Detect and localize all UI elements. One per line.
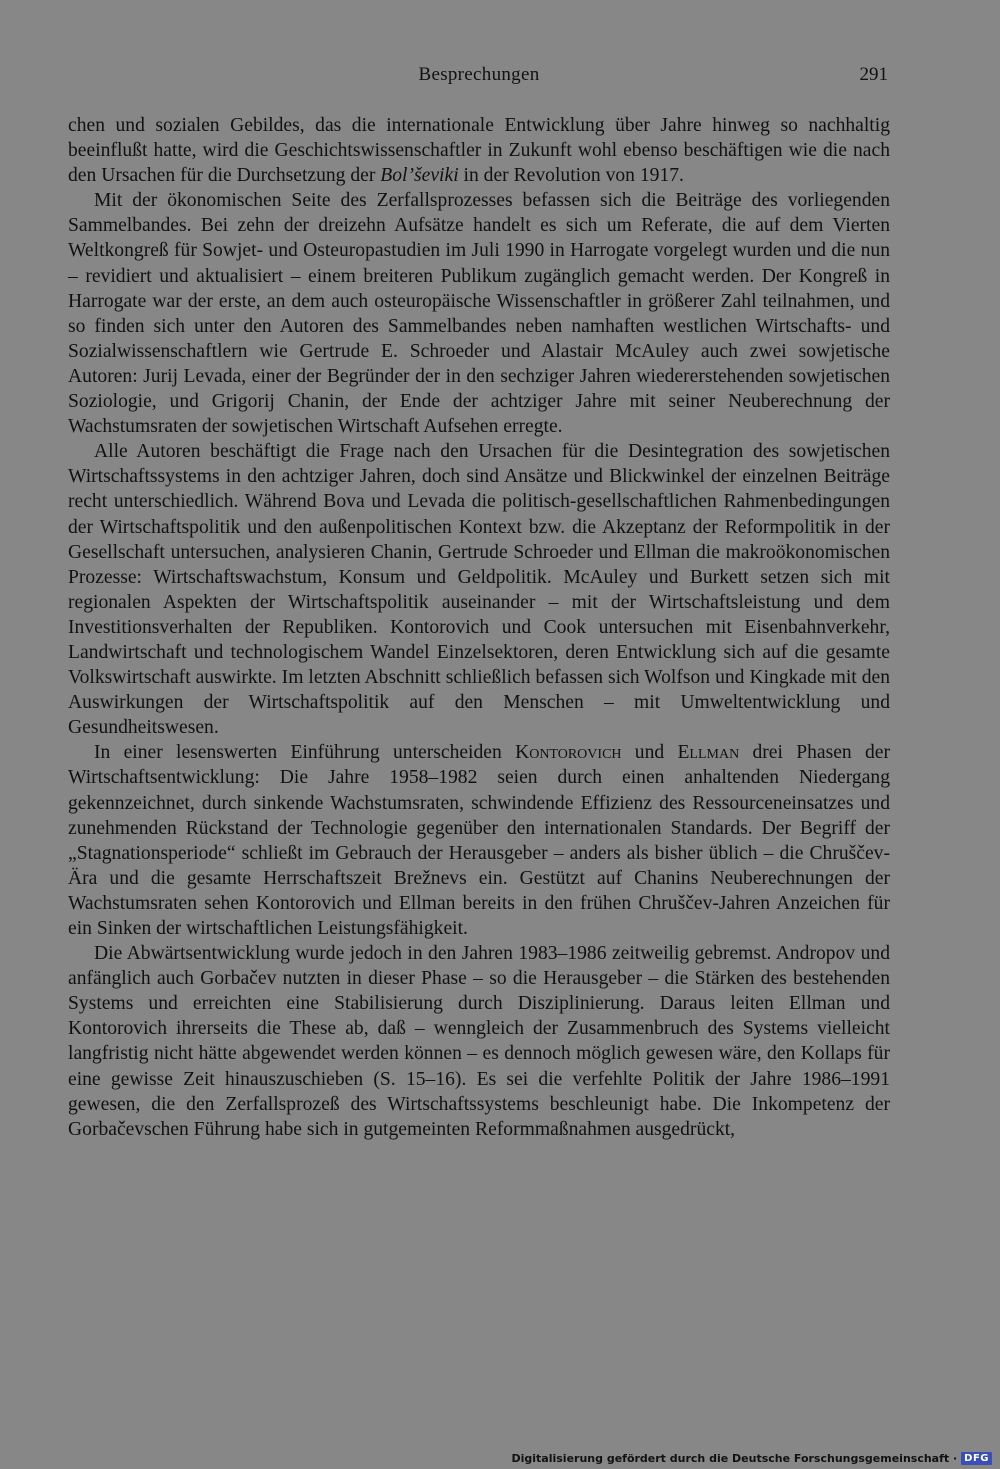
paragraph-1-text: chen und sozialen Gebildes, das die internationale Entwicklung über Jahre hinweg so nachhaltig beeinflußt hatte, wird die Geschichtswissenschaftler in Zukunft wohl ebenso beschäftigen wie die nach den Ursachen für die Durchsetzung der <box>68 115 890 187</box>
italic-term: Bol’ševiki <box>380 165 459 187</box>
author-name-smallcaps: Ellman <box>677 742 740 764</box>
author-name-smallcaps: Kontorovich <box>515 742 622 764</box>
footer-text: Digitalisierung gefördert durch die Deutsche Forschungsgemeinschaft · <box>511 1452 958 1465</box>
digitization-footer <box>511 1452 992 1465</box>
conjunction: und <box>621 742 678 764</box>
paragraph-5: Die Abwärtsentwicklung wurde jedoch in den Jahren 1983–1986 zeitweilig gebremst. Andropov und anfänglich auch Gorbačev nutzten in dieser Phase – so die Herausgeber – die Stärken des bestehenden Systems und erreichten eine Stabilisierung durch Disziplinierung. Daraus leiten Ellman und Kontorovich ihrerseits die These ab, daß – wenngleich der Zusammenbruch des Systems vielleicht langfristig nicht hätte abgewendet werden können – es dennoch möglich gewesen wäre, den Kollaps für eine gewisse Zeit hinauszuschieben (S. 15–16). Es sei die verfehlte Politik der Jahre 1986–1991 gewesen, die den Zerfallsprozeß des Wirtschaftssystems beschleunigt habe. Die Inkompetenz der Gorbačevschen Führung habe sich in gutgemeinten Reformmaßnahmen ausgedrückt, <box>68 943 890 1140</box>
running-head <box>70 64 888 94</box>
paragraph-4-lead: In einer lesenswerten Einführung unterscheiden <box>94 742 516 764</box>
running-title: Besprechungen <box>418 64 540 85</box>
body-text <box>68 113 890 1142</box>
paragraph-4 <box>68 740 890 941</box>
paragraph-3: Alle Autoren beschäftigt die Frage nach den Ursachen für die Desintegration des sowjetischen Wirtschaftssystems in den achtziger Jahren, doch sind Ansätze und Blickwinkel der einzelnen Beiträge recht unterschiedlich. Während Bova und Levada die politisch-gesellschaftlichen Rahmenbedingungen der Wirtschaftspolitik und den außenpolitischen Kontext bzw. die Akzeptanz der Reformpolitik in der Gesellschaft untersuchen, analysieren Chanin, Gertrude Schroeder und Ellman die makroökonomischen Prozesse: Wirtschaftswachstum, Konsum und Geldpolitik. McAuley und Burkett setzen sich mit regionalen Aspekten der Wirtschaftspolitik auseinander – mit der Wirtschaftsleistung und dem Investitionsverhalten der Republiken. Kontorovich und Cook untersuchen mit Eisenbahnverkehr, Landwirtschaft und technologischem Wandel Einzelsektoren, deren Entwicklung sich auf die gesamte Volkswirtschaft auswirkte. Im letzten Abschnitt schließlich befassen sich Wolfson und Kingkade mit den Auswirkungen der Wirtschaftspolitik auf den Menschen – mit Umweltentwicklung und Gesundheitswesen. <box>68 441 890 739</box>
paragraph-2: Mit der ökonomischen Seite des Zerfallsprozesses befassen sich die Beiträge des vorliegenden Sammelbandes. Bei zehn der dreizehn Aufsätze handelt es sich um Referate, die auf dem Vierten Weltkongreß für Sowjet- und Osteuropastudien im Juli 1990 in Harrogate vorgelegt wurden und die nun – revidiert und aktualisiert – einem breiteren Publikum zugänglich gemacht werden. Der Kongreß in Harrogate war der erste, an dem auch osteuropäische Wissenschaftler in größerer Zahl teilnahmen, und so finden sich unter den Autoren des Sammelbandes neben namhaften westlichen Wirtschafts- und Sozialwissenschaftlern wie Gertrude E. Schroeder und Alastair McAuley auch zwei sowjetische Autoren: Jurij Levada, einer der Begründer der in den sechziger Jahren wiedererstehenden sowjetischen Soziologie, und Grigorij Chanin, der Ende der achtziger Jahre mit seiner Neuberechnung der Wachstumsraten der sowjetischen Wirtschaft Aufsehen erregte. <box>68 190 890 438</box>
page-number: 291 <box>859 64 888 85</box>
paragraph-4-text: Phasen der Wirtschaftsentwicklung: Die Jahre 1958–1982 seien durch einen anhaltenden Niedergang gekennzeichnet, durch sinkende Wachstumsraten, schwindende Effizienz des Ressourceneinsatzes und zunehmenden Rückstand der Technologie gegenüber den internationalen Standards. Der Begriff der „Stagnationsperiode“ schließt im Gebrauch der Herausgeber – anders als bisher üblich – die Chruščev-Ära und die gesamte Herrschaftszeit Brežnevs ein. Gestützt auf Chanins Neuberechnungen der Wachstumsraten sehen Kontorovich und Ellman bereits in den frühen Chruščev-Jahren Anzeichen für ein Sinken der wirtschaftlichen Leistungsfähigkeit. <box>68 742 890 939</box>
paragraph-1-text-end: in der Revolution von 1917. <box>458 165 684 187</box>
paragraph-1 <box>68 113 890 188</box>
paragraph-4-lead-end: drei <box>739 742 797 764</box>
dfg-logo: DFG <box>961 1452 992 1465</box>
